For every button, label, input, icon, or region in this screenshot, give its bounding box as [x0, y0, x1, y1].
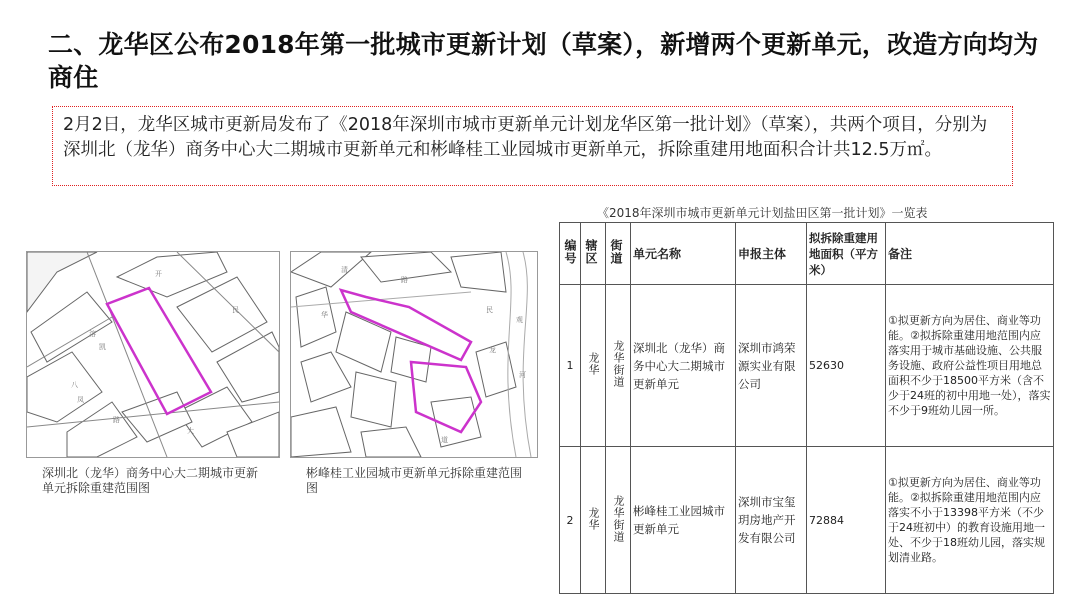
table-row: [560, 447, 1054, 594]
map-2-drawing: [291, 252, 537, 457]
header-no: 编号: [560, 223, 581, 285]
row-district: 龙华: [581, 447, 606, 594]
summary-box: 2月2日，龙华区城市更新局发布了《2018年深圳市城市更新单元计划龙华区第一批计划》（草案），共两个项目，分别为深圳北（龙华）商务中心大二期城市更新单元和彬峰桂工业园城市更新单元，拆除重建用地面积合计共12.5万㎡。: [52, 106, 1013, 186]
header-street: 街道: [606, 223, 631, 285]
row-no: 1: [560, 285, 581, 447]
row-applicant: 深圳市宝玺玥房地产开发有限公司: [736, 447, 807, 594]
svg-text:大: 大: [187, 427, 194, 435]
svg-text:道: 道: [441, 436, 448, 444]
row-district: 龙华: [581, 285, 606, 447]
svg-text:华: 华: [321, 311, 328, 319]
row-remark: ①拟更新方向为居住、商业等功能。②拟拆除重建用地范围内应落实用于城市基础设施、公共服务设施、政府公益性项目用地总面积不少于18500平方米（含不少于24班的初中用地一处），落实不少于9班幼儿园一所。: [886, 285, 1054, 447]
table-row: [560, 285, 1054, 447]
svg-text:凤: 凤: [77, 396, 84, 404]
row-street: 龙华街道: [606, 285, 631, 447]
svg-text:龙: 龙: [489, 346, 496, 354]
header-applicant: 申报主体: [736, 223, 807, 285]
row-no: 2: [560, 447, 581, 594]
renewal-plan-table: [559, 222, 1054, 594]
svg-text:开: 开: [155, 270, 162, 278]
table-title: 《2018年深圳市城市更新单元计划盐田区第一批计划》一览表: [597, 206, 928, 220]
svg-text:清: 清: [341, 266, 348, 274]
svg-text:凯: 凯: [99, 343, 106, 351]
svg-text:八: 八: [71, 381, 78, 389]
svg-text:路: 路: [401, 276, 408, 284]
row-remark: ①拟更新方向为居住、商业等功能。②拟拆除重建用地范围内应落实不小于13398平方米（不少于24班初中）的教育设施用地一处、不少于18班幼儿园，落实规划清业路。: [886, 447, 1054, 594]
svg-text:溶: 溶: [89, 330, 96, 338]
row-applicant: 深圳市鸿荣源实业有限公司: [736, 285, 807, 447]
row-area: 72884: [807, 447, 886, 594]
map-north-business-center: [26, 251, 280, 458]
map-binfenggui-industrial-park: [290, 251, 538, 458]
slide-title: 二、龙华区公布2018年第一批城市更新计划（草案），新增两个更新单元，改造方向均为商住: [48, 30, 1039, 92]
row-street: 龙华街道: [606, 447, 631, 594]
header-area: 拟拆除重建用地面积（平方米）: [807, 223, 886, 285]
svg-text:民: 民: [232, 306, 239, 314]
table-header-row: [560, 223, 1054, 285]
svg-text:路: 路: [113, 416, 120, 424]
header-remark: 备注: [886, 223, 1054, 285]
row-unit-name: 彬峰桂工业园城市更新单元: [631, 447, 736, 594]
header-unit-name: 单元名称: [631, 223, 736, 285]
map-1-caption: 深圳北（龙华）商务中心大二期城市更新单元拆除重建范围图: [42, 466, 259, 495]
header-district: 辖区: [581, 223, 606, 285]
row-unit-name: 深圳北（龙华）商务中心大二期城市更新单元: [631, 285, 736, 447]
svg-text:河: 河: [519, 371, 526, 379]
row-area: 52630: [807, 285, 886, 447]
svg-text:民: 民: [486, 306, 493, 314]
svg-text:观: 观: [516, 316, 523, 324]
map-1-drawing: [27, 252, 279, 457]
map-2-caption: 彬峰桂工业园城市更新单元拆除重建范围图: [306, 466, 523, 495]
